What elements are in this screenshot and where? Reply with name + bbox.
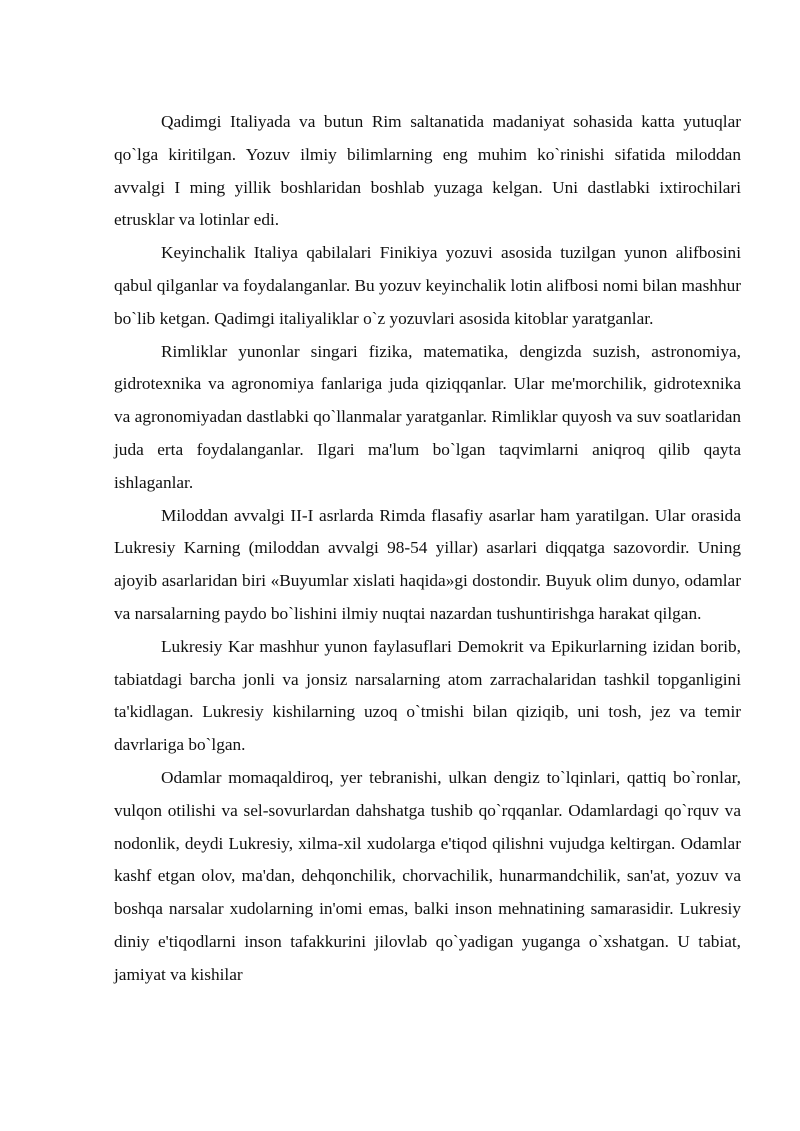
paragraph-2: Keyinchalik Italiya qabilalari Finikiya yozuvi asosida tuzilgan yunon alifbosini qabul qilganlar va foydalanganlar. Bu yozuv keyinchalik lotin alifbosi nomi bilan mashhur bo`lib ketgan. Qadimgi italiyaliklar o`z yozuvlari asosida kitoblar yaratganlar. <box>114 243 741 328</box>
paragraph-1: Qadimgi Italiyada va butun Rim saltanatida madaniyat sohasida katta yutuqlar qo`lga kiritilgan. Yozuv ilmiy bilimlarning eng muhim ko`rinishi sifatida miloddan avvalgi I ming yillik boshlaridan boshlab yuzaga kelgan. Uni dastlabki ixtirochilari etrusklar va lotinlar edi. <box>114 112 741 230</box>
paragraph-5: Lukresiy Kar mashhur yunon faylasuflari Demokrit va Epikurlarning izidan borib, tabiatdagi barcha jonli va jonsiz narsalarning atom zarrachalaridan tashkil topganligini ta'kidlagan. Lukresiy kishilarning uzoq o`tmishi bilan qiziqib, uni tosh, jez va temir davrlariga bo`lgan. <box>114 636 741 755</box>
paragraph-3: Rimliklar yunonlar singari fizika, matematika, dengizda suzish, astronomiya, gidrotexnika va agronomiya fanlariga juda qiziqqanlar. Ular me'morchilik, gidrotexnika va agronomiyadan dastlabki qo`llanmalar yaratganlar. Rimliklar quyosh va suv soatlaridan juda erta foydalanganlar. Ilgari ma'lum bo`lgan taqvimlarni aniqroq qilib qayta ishlaganlar. <box>114 341 741 492</box>
document-page <box>114 106 741 992</box>
paragraph-6: Odamlar momaqaldiroq, yer tebranishi, ulkan dengiz to`lqinlari, qattiq bo`ronlar, vulqon otilishi va sel-sovurlardan dahshatga tushib qo`rqqanlar. Odamlardagi qo`rquv va nodonlik, deydi Lukresiy, xilma-xil xudolarga e'tiqod qilishni vujudga keltirgan. Odamlar kashf etgan olov, ma'dan, dehqonchilik, chorvachilik, hunarmandchilik, san'at, yozuv va boshqa narsalar xudolarning in'omi emas, balki inson mehnatining samarasidir. Lukresiy diniy e'tiqodlarni inson tafakkurini jilovlab qo`yadigan yuganga o`xshatgan. U tabiat, jamiyat va kishilar <box>114 767 741 984</box>
paragraph-4: Miloddan avvalgi II-I asrlarda Rimda flasafiy asarlar ham yaratilgan. Ular orasida Lukresiy Karning (miloddan avvalgi 98-54 yillar) asarlari diqqatga sazovordir. Uning ajoyib asarlaridan biri «Buyumlar xislati haqida»gi dostondir. Buyuk olim dunyo, odamlar va narsalarning paydo bo`lishini ilmiy nuqtai nazardan tushuntirishga harakat qilgan. <box>114 505 741 623</box>
